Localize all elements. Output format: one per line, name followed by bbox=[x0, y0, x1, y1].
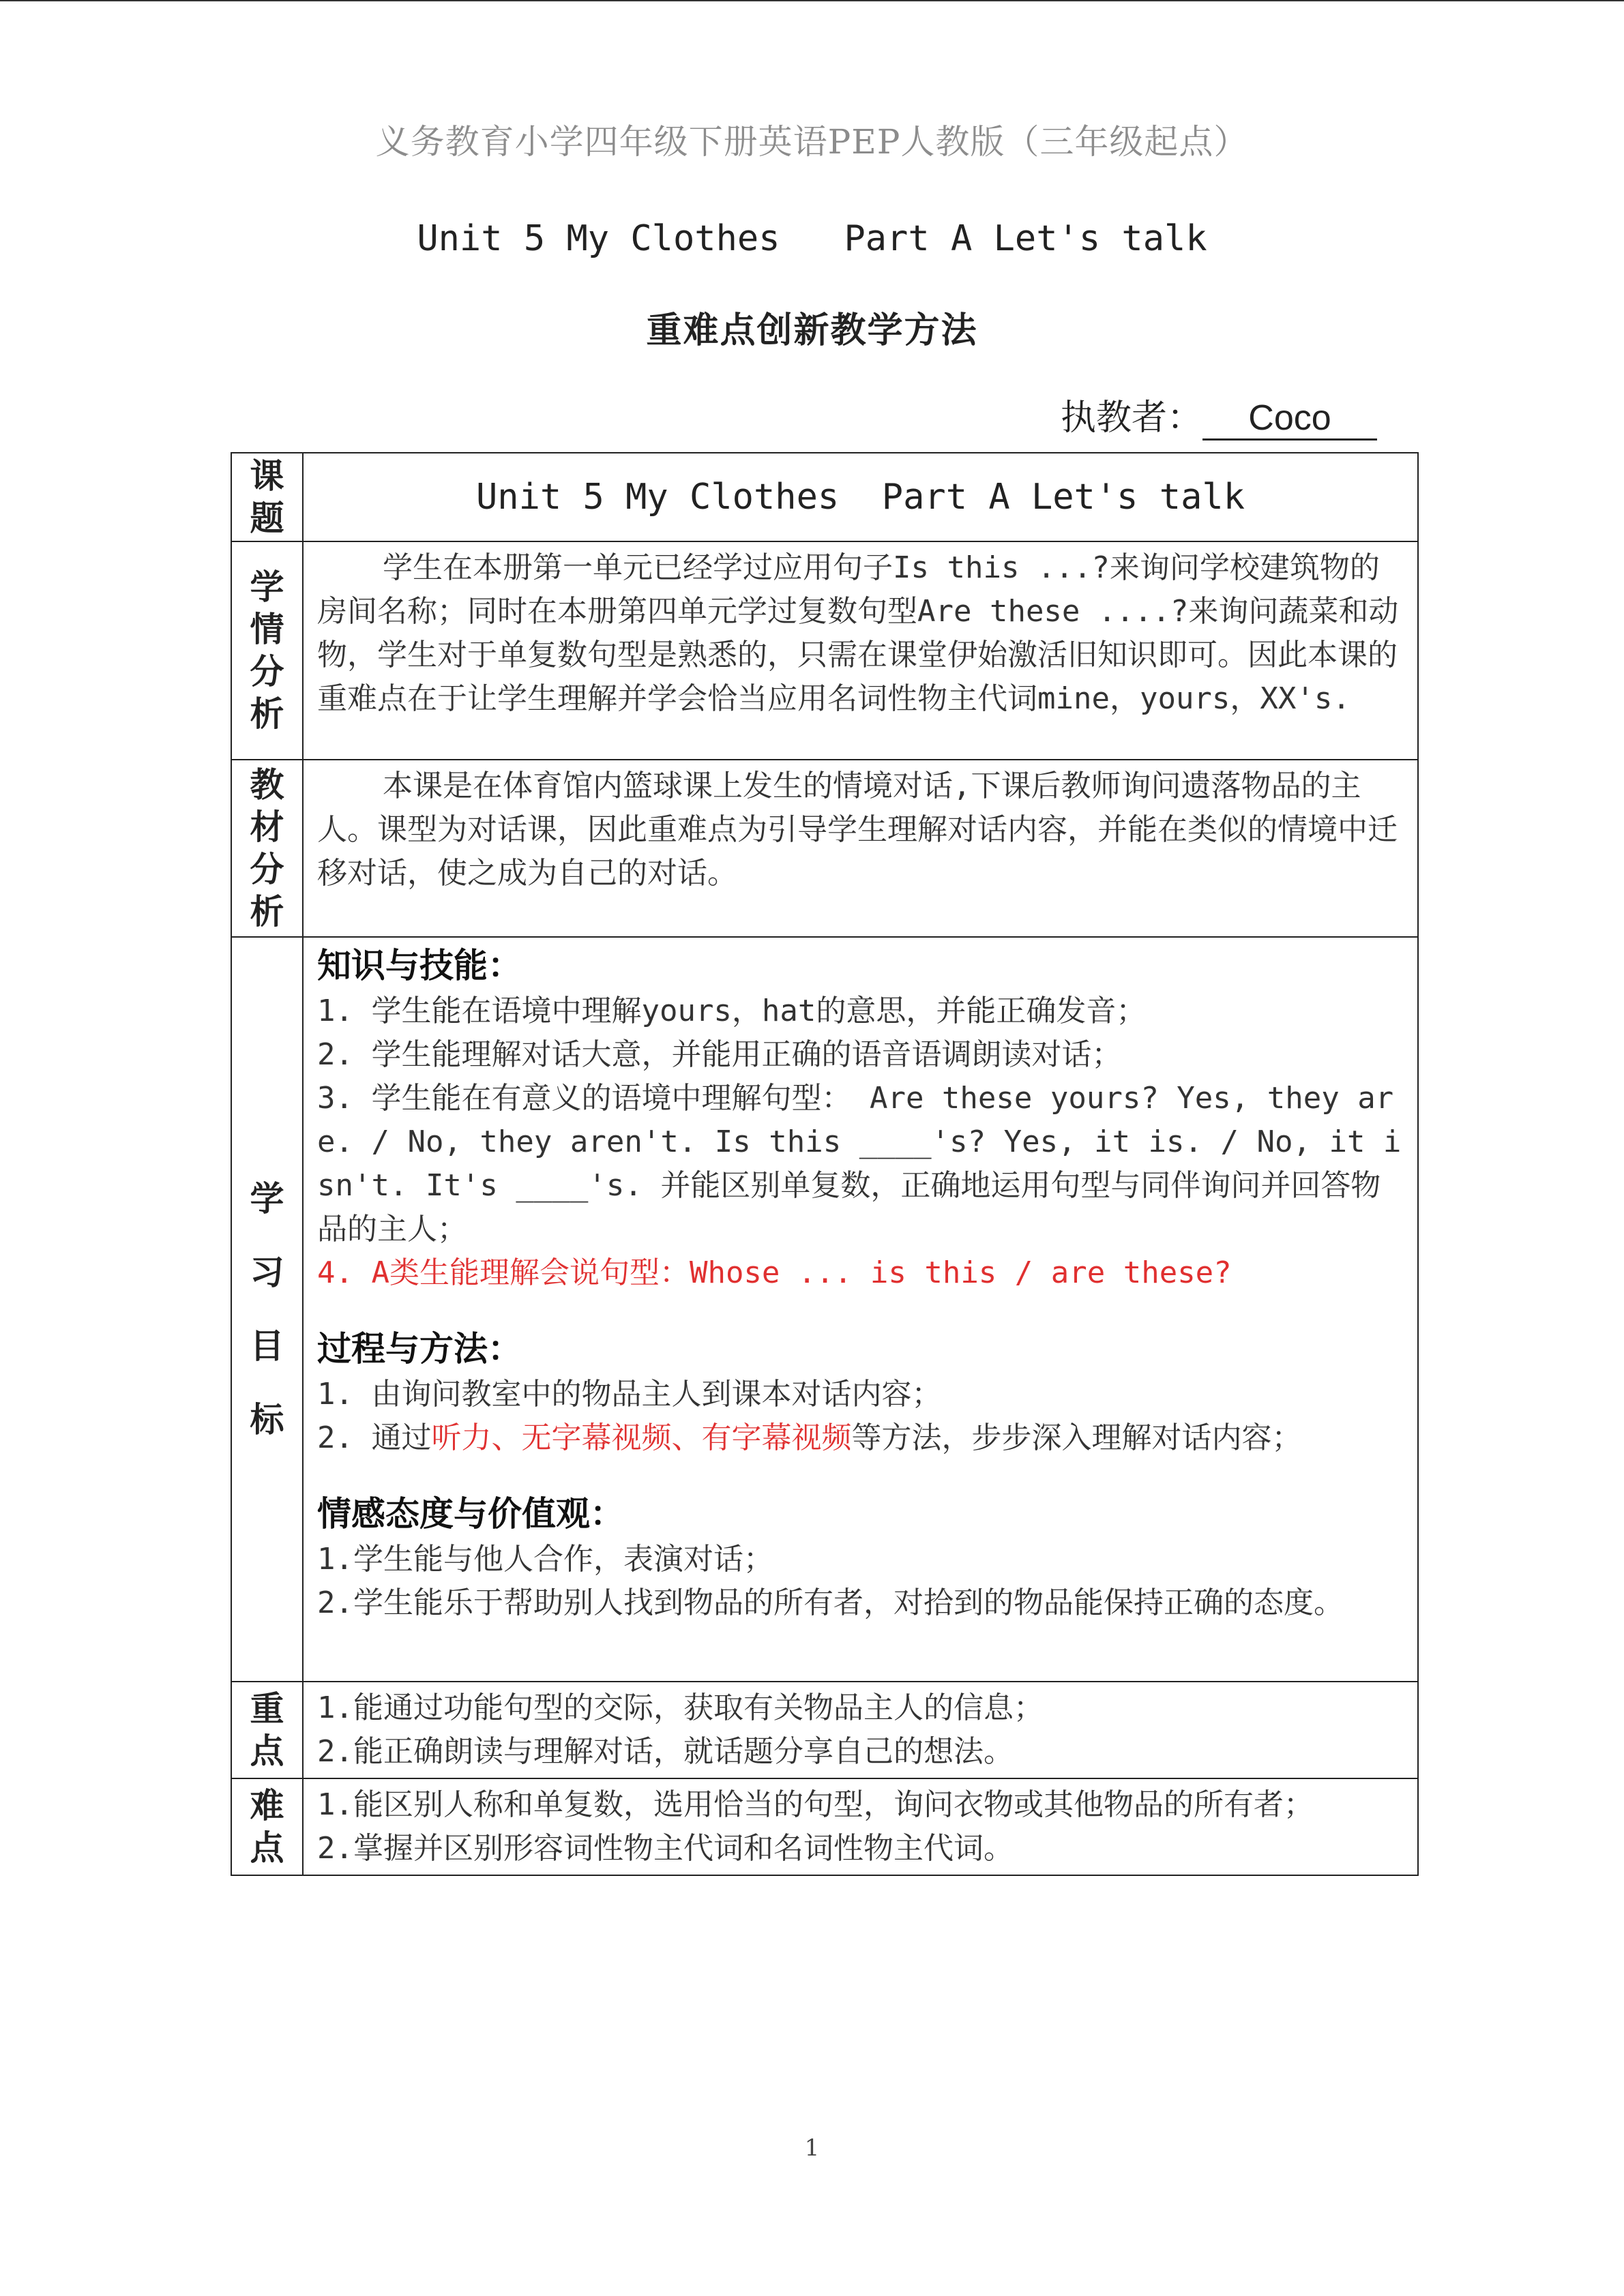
attitude-item-1: 1.学生能与他人合作，表演对话； bbox=[317, 1542, 773, 1577]
material-analysis-text-cell bbox=[303, 760, 1418, 937]
knowledge-item-2: 2. 学生能理解对话大意，并能用正确的语音语调朗读对话； bbox=[317, 1037, 1122, 1072]
process-item-2-highlight: 听力、无字幕视频、有字幕视频 bbox=[431, 1420, 852, 1455]
row-topic bbox=[231, 453, 1418, 541]
row-key-points bbox=[231, 1682, 1418, 1778]
row-material-analysis bbox=[231, 760, 1418, 937]
series-title: 义务教育小学四年级下册英语PEP人教版（三年级起点） bbox=[375, 122, 1249, 162]
key-points-label: 重 点 bbox=[231, 1682, 303, 1778]
process-item-2-suffix: 等方法，步步深入理解对话内容； bbox=[851, 1420, 1302, 1455]
difficulty-2: 2.掌握并区别形容词性物主代词和名词性物主代词。 bbox=[317, 1831, 1014, 1866]
knowledge-item-3: 3. 学生能在有意义的语境中理解句型： Are these yours? Yes, they are. / No, they aren't. Is this ____'s? Yes, it is. / No, it isn't. It's ____'s. 并能区别单复数，正确地运用句型与同伴询问并回答物品的主人； bbox=[317, 1081, 1402, 1247]
difficulty-1: 1.能区别人称和单复数，选用恰当的句型，询问衣物或其他物品的所有者； bbox=[317, 1787, 1314, 1822]
material-analysis-text: 本课是在体育馆内篮球课上发生的情境对话,下课后教师询问遗落物品的主人。课型为对话课，因此重难点为引导学生理解对话内容，并能在类似的情境中迁移对话，使之成为自己的对话。 bbox=[317, 769, 1398, 891]
row-difficulties bbox=[231, 1778, 1418, 1875]
topic-value: Unit 5 My Clothes Part A Let's talk bbox=[303, 453, 1418, 541]
process-item-2-prefix: 2. 通过 bbox=[317, 1420, 432, 1455]
page-top-border bbox=[0, 0, 1624, 1]
method-title: 重难点创新教学方法 bbox=[646, 310, 978, 351]
process-heading: 过程与方法： bbox=[317, 1329, 522, 1369]
row-goals bbox=[231, 937, 1418, 1682]
key-point-1: 1.能通过功能句型的交际，获取有关物品主人的信息； bbox=[317, 1690, 1044, 1725]
topic-label: 课 题 bbox=[231, 453, 303, 541]
student-analysis-text-cell bbox=[303, 541, 1418, 760]
student-analysis-text: 学生在本册第一单元已经学过应用句子Is this ...?来询问学校建筑物的房间名称；同时在本册第四单元学过复数句型Are these ....?来询问蔬菜和动物，学生对于单复数句型是熟悉的，只需在课堂伊始激活旧知识即可。因此本课的重难点在于让学生理解并学会恰当应用名词性物主代词mine，yours，XX's. bbox=[317, 550, 1399, 716]
attitude-heading: 情感态度与价值观： bbox=[317, 1494, 624, 1534]
lesson-plan-table bbox=[231, 452, 1419, 1876]
difficulties-content bbox=[303, 1778, 1418, 1875]
row-student-analysis bbox=[231, 541, 1418, 760]
teacher-label: 执教者： bbox=[1060, 398, 1202, 438]
difficulties-label: 难 点 bbox=[231, 1778, 303, 1875]
spacer bbox=[317, 1295, 1404, 1325]
key-points-content bbox=[303, 1682, 1418, 1778]
knowledge-heading: 知识与技能： bbox=[317, 946, 522, 985]
unit-title: Unit 5 My Clothes Part A Let's talk bbox=[417, 218, 1207, 259]
goals-label: 学 习 目 标 bbox=[231, 937, 303, 1682]
material-analysis-label: 教 材 分 析 bbox=[231, 760, 303, 937]
teacher-name: Coco bbox=[1202, 398, 1377, 441]
process-item-2 bbox=[317, 1416, 1404, 1460]
attitude-item-2: 2.学生能乐于帮助别人找到物品的所有者，对拾到的物品能保持正确的态度。 bbox=[317, 1585, 1344, 1620]
process-item-1: 1. 由询问教室中的物品主人到课本对话内容； bbox=[317, 1377, 942, 1412]
goals-content bbox=[303, 937, 1418, 1682]
page-number: 1 bbox=[804, 2134, 820, 2162]
knowledge-item-1: 1. 学生能在语境中理解yours，hat的意思，并能正确发音； bbox=[317, 994, 1147, 1028]
student-analysis-label: 学 情 分 析 bbox=[231, 541, 303, 760]
spacer bbox=[317, 1460, 1404, 1490]
key-point-2: 2.能正确朗读与理解对话，就话题分享自己的想法。 bbox=[317, 1734, 1014, 1769]
knowledge-item-4: 4. A类生能理解会说句型：Whose ... is this / are these? bbox=[317, 1255, 1232, 1290]
teacher-line bbox=[1061, 389, 1377, 441]
